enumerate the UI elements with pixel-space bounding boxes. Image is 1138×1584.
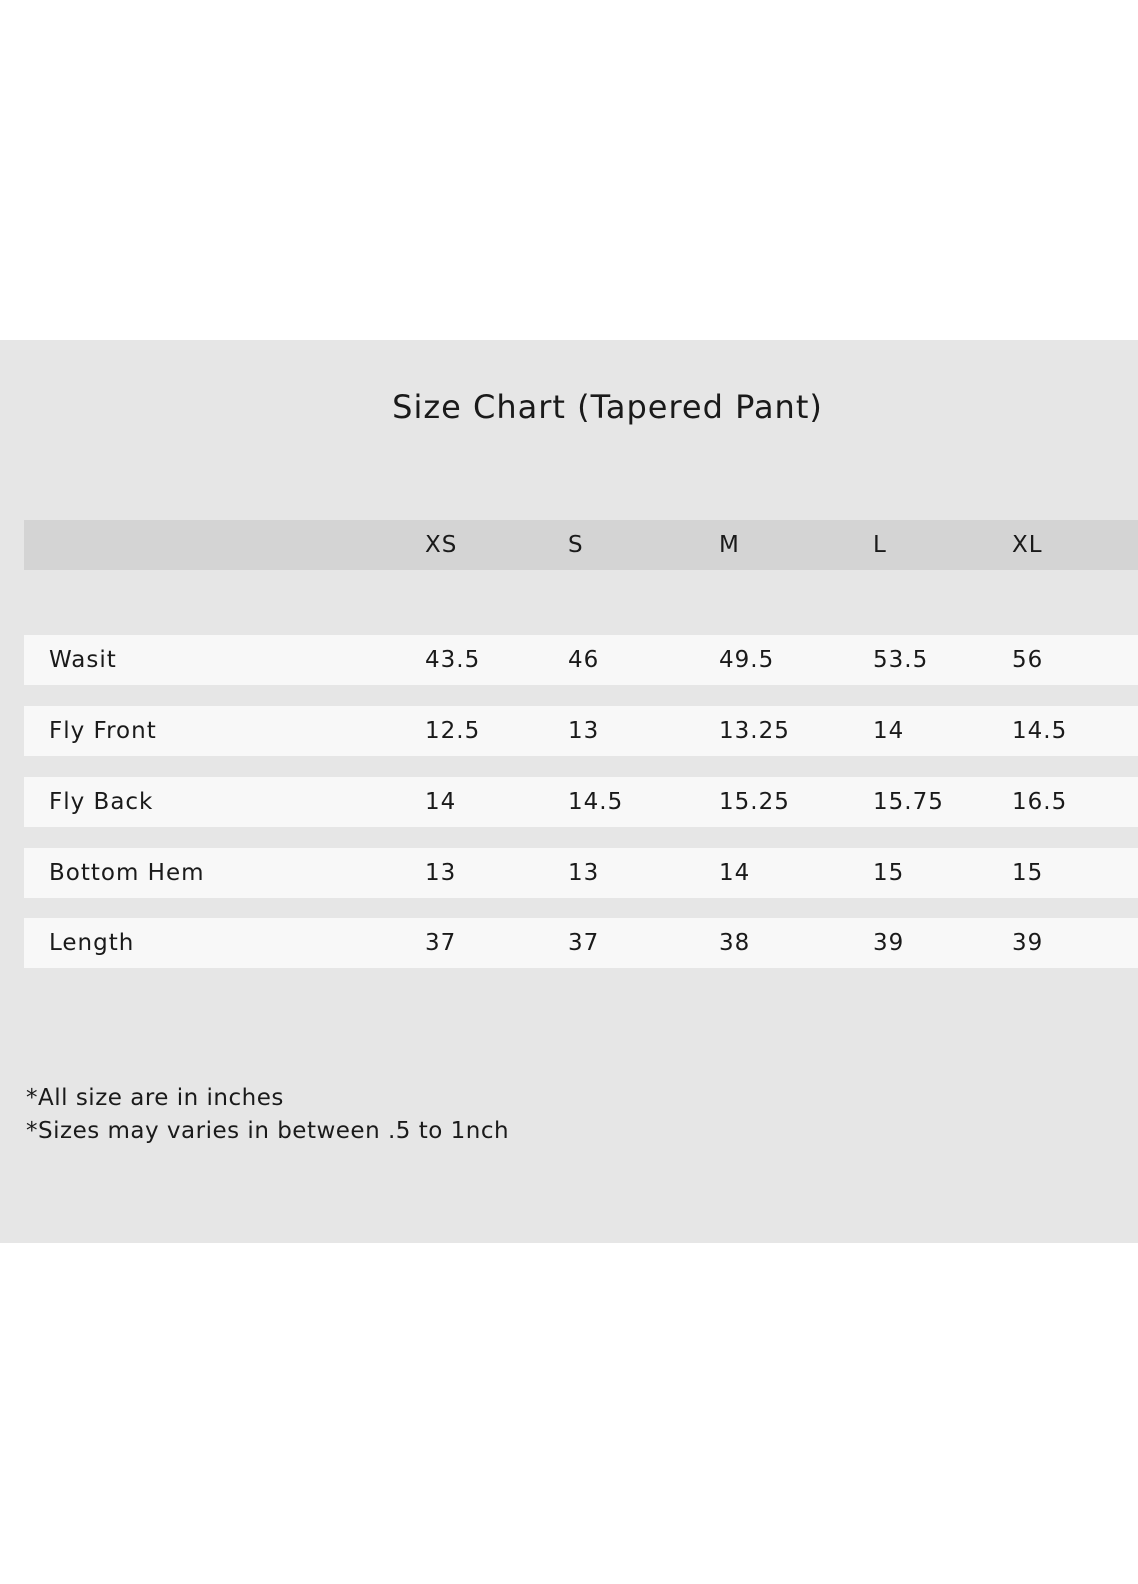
table-cell: 14.5 [568, 789, 624, 815]
footnote-units: *All size are in inches [26, 1085, 284, 1111]
row-label: Fly Back [49, 789, 154, 815]
table-cell: 39 [1012, 930, 1044, 956]
header-size-l: L [873, 532, 887, 558]
row-label: Bottom Hem [49, 860, 205, 886]
footnotes [26, 1082, 509, 1148]
table-row [24, 635, 1138, 685]
size-chart-panel [0, 340, 1138, 1243]
table-cell: 39 [873, 930, 905, 956]
table-cell: 37 [568, 930, 600, 956]
table-cell: 13 [568, 718, 600, 744]
table-cell: 15.75 [873, 789, 944, 815]
table-cell: 38 [719, 930, 751, 956]
table-cell: 15.25 [719, 789, 790, 815]
header-size-xl: XL [1012, 532, 1043, 558]
table-cell: 53.5 [873, 647, 929, 673]
table-cell: 15 [1012, 860, 1044, 886]
header-size-m: M [719, 532, 740, 558]
footnote-tolerance: *Sizes may varies in between .5 to 1nch [26, 1118, 510, 1144]
header-size-xs: XS [425, 532, 458, 558]
row-label: Wasit [49, 647, 117, 673]
table-cell: 14 [719, 860, 751, 886]
table-cell: 49.5 [719, 647, 775, 673]
table-cell: 16.5 [1012, 789, 1068, 815]
row-label: Fly Front [49, 718, 157, 744]
row-label: Length [49, 930, 135, 956]
table-cell: 37 [425, 930, 457, 956]
table-cell: 43.5 [425, 647, 481, 673]
table-cell: 56 [1012, 647, 1044, 673]
header-size-s: S [568, 532, 584, 558]
table-cell: 13 [425, 860, 457, 886]
table-cell: 13 [568, 860, 600, 886]
table-row [24, 706, 1138, 756]
table-row [24, 777, 1138, 827]
table-row [24, 918, 1138, 968]
table-cell: 13.25 [719, 718, 790, 744]
table-cell: 14 [873, 718, 905, 744]
table-cell: 12.5 [425, 718, 481, 744]
table-cell: 14 [425, 789, 457, 815]
table-cell: 46 [568, 647, 600, 673]
table-header-row [24, 520, 1138, 570]
table-row [24, 848, 1138, 898]
table-cell: 14.5 [1012, 718, 1068, 744]
table-cell: 15 [873, 860, 905, 886]
page-title: Size Chart (Tapered Pant) [392, 388, 823, 426]
